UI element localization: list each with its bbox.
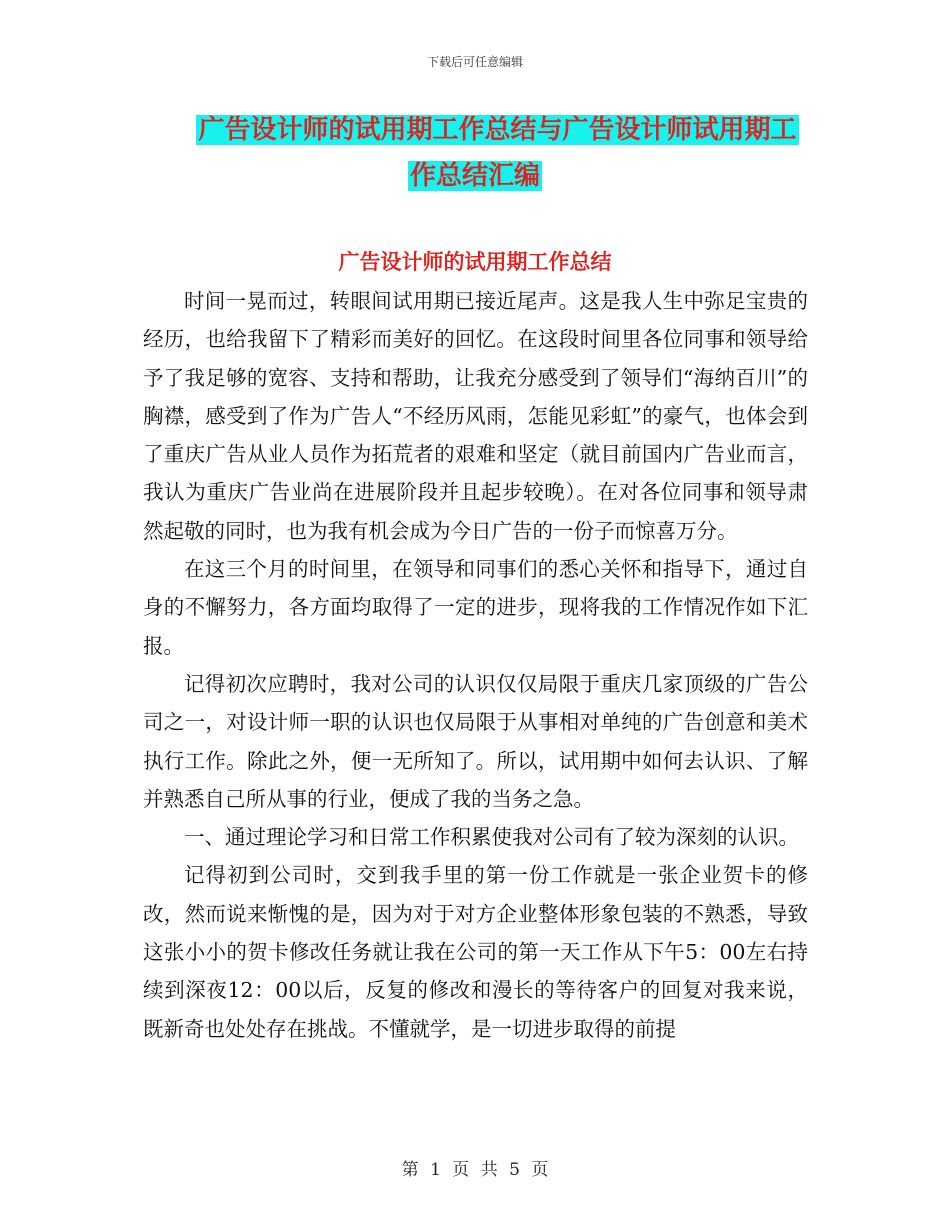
- paragraph: 时间一晃而过，转眼间试用期已接近尾声。这是我人生中弥足宝贵的经历，也给我留下了精彩而美好的回忆。在这段时间里各位同事和领导给予了我足够的宽容、支持和帮助，让我充分感受到了领导们“海纳百川”的胸襟，感受到了作为广告人“不经历风雨，怎能见彩虹”的豪气，也体会到了重庆广告从业人员作为拓荒者的艰难和坚定（就目前国内广告业而言，我认为重庆广告业尚在进展阶段并且起步较晚）。在对各位同事和领导肃然起敬的同时，也为我有机会成为今日广告的一份子而惊喜万分。: [143, 289, 808, 543]
- document-title-line-2: [0, 156, 950, 196]
- body-text: [143, 282, 808, 1048]
- section-heading: 广告设计师的试用期工作总结: [338, 250, 612, 274]
- title-highlight-2: 作总结汇编: [409, 161, 540, 191]
- paragraph: 记得初到公司时，交到我手里的第一份工作就是一张企业贺卡的修改，然而说来惭愧的是，因为对于对方企业整体形象包装的不熟悉，导致这张小小的贺卡修改任务就让我在公司的第一天工作从下午5：00左右持续到深夜12：00以后，反复的修改和漫长的等待客户的回复对我来说，既新奇也处处存在挑战。不懂就学，是一切进步取得的前提: [143, 863, 808, 1041]
- title-highlight-1: 广告设计师的试用期工作总结与广告设计师试用期工: [198, 115, 797, 145]
- paragraph: 记得初次应聘时，我对公司的认识仅仅局限于重庆几家顶级的广告公司之一，对设计师一职的认识也仅局限于从事相对单纯的广告创意和美术执行工作。除此之外，便一无所知了。所以，试用期中如何去认识、了解并熟悉自己所从事的行业，便成了我的当务之急。: [143, 671, 808, 811]
- document-title-line-1: [0, 110, 950, 150]
- paragraph: 一、通过理论学习和日常工作积累使我对公司有了较为深刻的认识。: [184, 825, 799, 850]
- paragraph: 在这三个月的时间里，在领导和同事们的悉心关怀和指导下，通过自身的不懈努力，各方面均取得了一定的进步，现将我的工作情况作如下汇报。: [143, 557, 808, 658]
- page-header: 下载后可任意编辑: [426, 55, 523, 69]
- page-footer: 第 1 页 共 5 页: [401, 1160, 549, 1180]
